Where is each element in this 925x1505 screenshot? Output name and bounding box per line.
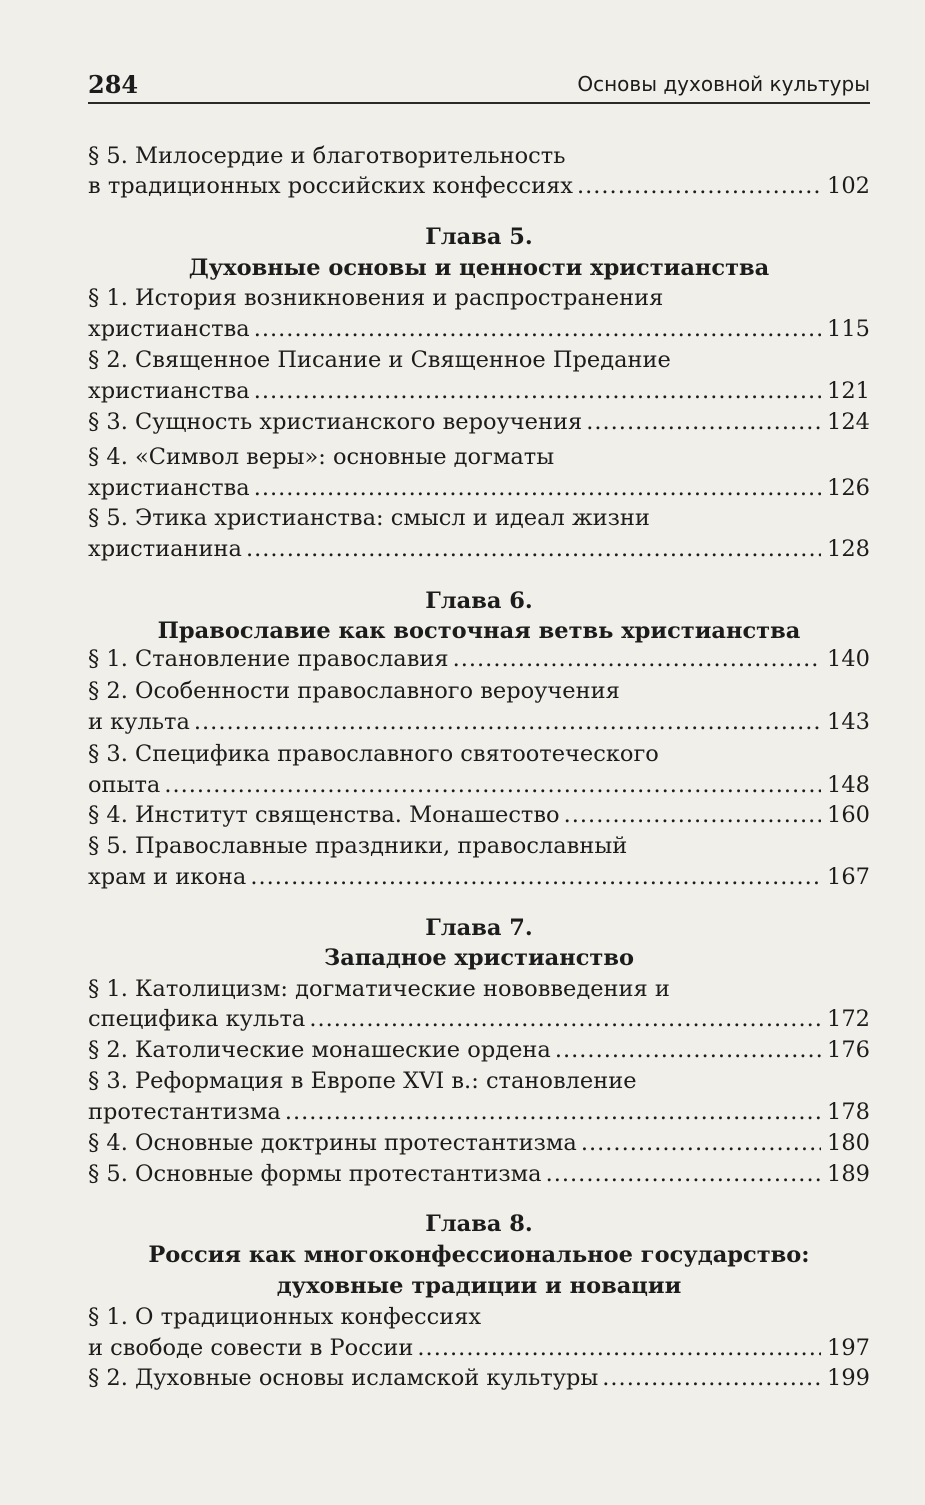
toc-entry-text: христианства [88, 378, 250, 404]
toc-entry-text: § 4. Институт священства. Монашество [88, 802, 560, 828]
toc-entry-text: § 1. Становление православия [88, 646, 449, 672]
toc-entry [88, 406, 870, 438]
toc-entry [88, 533, 870, 565]
dot-leader [417, 1332, 821, 1364]
toc-entry-text: § 2. Католические монашеские ордена [88, 1037, 551, 1063]
toc-page-number: 143 [827, 709, 870, 735]
toc-entry-text: § 5. Основные формы протестантизма [88, 1161, 542, 1187]
dot-leader [564, 799, 821, 831]
toc-entry-text: христианства [88, 475, 250, 501]
toc-entry-line: § 5. Православные праздники, православный [88, 833, 628, 859]
toc-page-number: 121 [827, 378, 870, 404]
dot-leader [254, 472, 821, 504]
toc-entry-text: и культа [88, 709, 190, 735]
toc-entry [88, 472, 870, 504]
toc-entry-line: § 5. Этика христианства: смысл и идеал жизни [88, 505, 650, 531]
toc-entry-line: § 3. Реформация в Европе XVI в.: становление [88, 1068, 637, 1094]
dot-leader [586, 406, 821, 438]
toc-entry-line: § 4. «Символ веры»: основные догматы [88, 444, 555, 470]
chapter-heading: духовные традиции и новации [276, 1273, 682, 1299]
toc-page-number: 178 [827, 1099, 870, 1125]
toc-page-number: 124 [827, 409, 870, 435]
toc-entry [88, 1127, 870, 1159]
toc-entry [88, 170, 870, 202]
toc-entry-text: опыта [88, 772, 161, 798]
toc-entry [88, 375, 870, 407]
dot-leader [254, 313, 821, 345]
chapter-heading: Глава 5. [425, 224, 533, 250]
toc-entry-line: § 1. История возникновения и распространения [88, 285, 664, 311]
chapter-heading: Глава 8. [425, 1211, 533, 1237]
toc-page-number: 197 [827, 1335, 870, 1361]
toc-page-number: 148 [827, 772, 870, 798]
toc-entry [88, 706, 870, 738]
dot-leader [602, 1362, 821, 1394]
toc-entry [88, 313, 870, 345]
page-header [88, 64, 870, 104]
toc-entry-line: § 3. Специфика православного святоотеческого [88, 741, 659, 767]
toc-entry-text: § 3. Сущность христианского вероучения [88, 409, 583, 435]
toc-page-number: 128 [827, 536, 870, 562]
toc-page-number: 189 [827, 1161, 870, 1187]
dot-leader [577, 170, 821, 202]
dot-leader [194, 706, 821, 738]
toc-entry-text: § 4. Основные доктрины протестантизма [88, 1130, 577, 1156]
dot-leader [555, 1034, 821, 1066]
toc-entry [88, 643, 870, 675]
dot-leader [250, 861, 821, 893]
toc-entry [88, 861, 870, 893]
toc-entry-text: храм и икона [88, 864, 247, 890]
toc-entry-line: § 1. Католицизм: догматические нововведения и [88, 976, 670, 1002]
toc-page-number: 126 [827, 475, 870, 501]
chapter-heading: Россия как многоконфессиональное государство: [148, 1242, 810, 1268]
dot-leader [254, 375, 821, 407]
toc-page-number: 176 [827, 1037, 870, 1063]
toc-page-number: 160 [827, 802, 870, 828]
running-title: Основы духовной культуры [577, 72, 870, 96]
toc-entry [88, 1362, 870, 1394]
toc-page-number: 140 [827, 646, 870, 672]
chapter-heading: Западное христианство [324, 945, 634, 971]
chapter-heading: Глава 7. [425, 915, 533, 941]
toc-entry-text: в традиционных российских конфессиях [88, 173, 573, 199]
toc-entry-line: § 2. Священное Писание и Священное Предание [88, 347, 671, 373]
toc-page-number: 115 [827, 316, 870, 342]
toc-entry-text: христианства [88, 316, 250, 342]
toc-entry [88, 769, 870, 801]
dot-leader [453, 643, 821, 675]
dot-leader [546, 1158, 821, 1190]
toc-page-number: 172 [827, 1006, 870, 1032]
toc-entry-text: христианина [88, 536, 242, 562]
chapter-heading: Глава 6. [425, 588, 533, 614]
chapter-heading: Духовные основы и ценности христианства [188, 255, 770, 281]
toc-entry [88, 799, 870, 831]
toc-entry [88, 1034, 870, 1066]
toc-page-number: 180 [827, 1130, 870, 1156]
toc-entry [88, 1332, 870, 1364]
toc-entry-text: § 2. Духовные основы исламской культуры [88, 1365, 599, 1391]
toc-entry-text: специфика культа [88, 1006, 306, 1032]
toc-entry-text: протестантизма [88, 1099, 281, 1125]
page-number: 284 [88, 70, 139, 99]
dot-leader [164, 769, 821, 801]
toc-entry-line: § 5. Милосердие и благотворительность [88, 143, 566, 169]
toc-entry-line: § 2. Особенности православного вероучения [88, 678, 620, 704]
dot-leader [309, 1003, 821, 1035]
toc-entry [88, 1096, 870, 1128]
toc-page-number: 199 [827, 1365, 870, 1391]
toc-entry-text: и свободе совести в России [88, 1335, 414, 1361]
toc-entry-line: § 1. О традиционных конфессиях [88, 1304, 482, 1330]
dot-leader [285, 1096, 821, 1128]
dot-leader [246, 533, 821, 565]
chapter-heading: Православие как восточная ветвь христианства [157, 618, 801, 644]
toc-entry [88, 1158, 870, 1190]
toc-page-number: 102 [827, 173, 870, 199]
toc-page-number: 167 [827, 864, 870, 890]
toc-entry [88, 1003, 870, 1035]
dot-leader [581, 1127, 821, 1159]
